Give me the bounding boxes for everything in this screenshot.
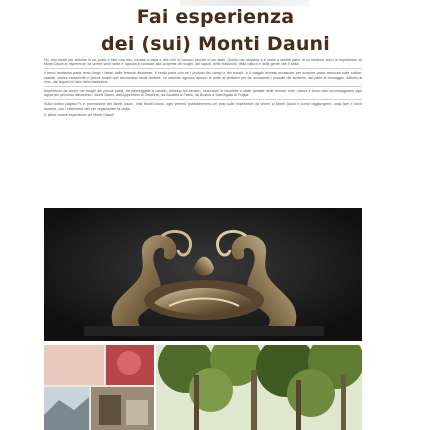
forest-photo — [156, 345, 362, 430]
page-title-line-2: dei (sui) Monti Dauni — [101, 33, 330, 55]
divider — [44, 86, 362, 87]
article-paragraph-3: Esperienze da vivere nei borghi dei piccoli paesi, tra passeggiate a cavallo, trekking sui sentieri, escursioni in bicicletta e visite guidate nelle foreste. Arte, natura e buon cibo accompagnano ogni tappa del percorso attraverso i Monti Dauni, dall'Appennino al Tavoliere, da Accadia a Faeto, da Bovino a Sant'Agata di Puglia. — [44, 89, 362, 98]
sculpture-photo — [44, 208, 362, 341]
divider — [44, 68, 362, 69]
collage-illustration — [44, 345, 154, 430]
article-paragraph-2: Il treno fantasma parte lento lungo i binari delle ferrovie dismesse, il vento porta con sé i profumi dei campi e dei boschi, e il viaggio diventa occasione per scoprire paesi arroccati sulle colline, castelli, chiese romaniche e piccoli musei che raccontano storie antiche. Le aziende agricole aprono le porte ai visitatori per far conoscere i prodotti del territorio, dal pane al formaggio, dall'olio al vino, dai legumi ai dolci della tradizione. — [44, 71, 362, 84]
article-paragraph-5: E allora buone esperienze sui Monti Dauni! — [44, 112, 114, 117]
article-paragraph-4: Sulla nostra pagina Fb è promozione dei Monti Dauni, Visit Monti Dauni, ogni venerdì pubblicheremo un post sulle esperienze da vivere ai Monti Dauni e come raggiungerle, cosa fare e dove dormire, con i riferimenti utili per organizzare la visita. — [44, 102, 362, 111]
divider — [44, 99, 362, 100]
article-body — [44, 58, 362, 206]
forest-illustration — [156, 345, 362, 430]
photo-row — [44, 345, 362, 430]
article-paragraph-1: No, non basta più arrivare in un posto e fare una foto, tornare a casa e dire che lo conosci perché ci sei stato. Quello che stupisce e ti porta a sentirti parte di un territorio sono le esperienze. Ai Monti Dauni le esperienze da vivere sono tante e ognuna ti conduce alla scoperta dei luoghi, dei sapori, delle tradizioni, della natura e della gente che li abita. — [44, 58, 362, 67]
collage-photo — [44, 345, 154, 430]
sculpture-illustration — [44, 208, 362, 341]
page-title-line-1: Fai esperienza — [136, 6, 295, 28]
